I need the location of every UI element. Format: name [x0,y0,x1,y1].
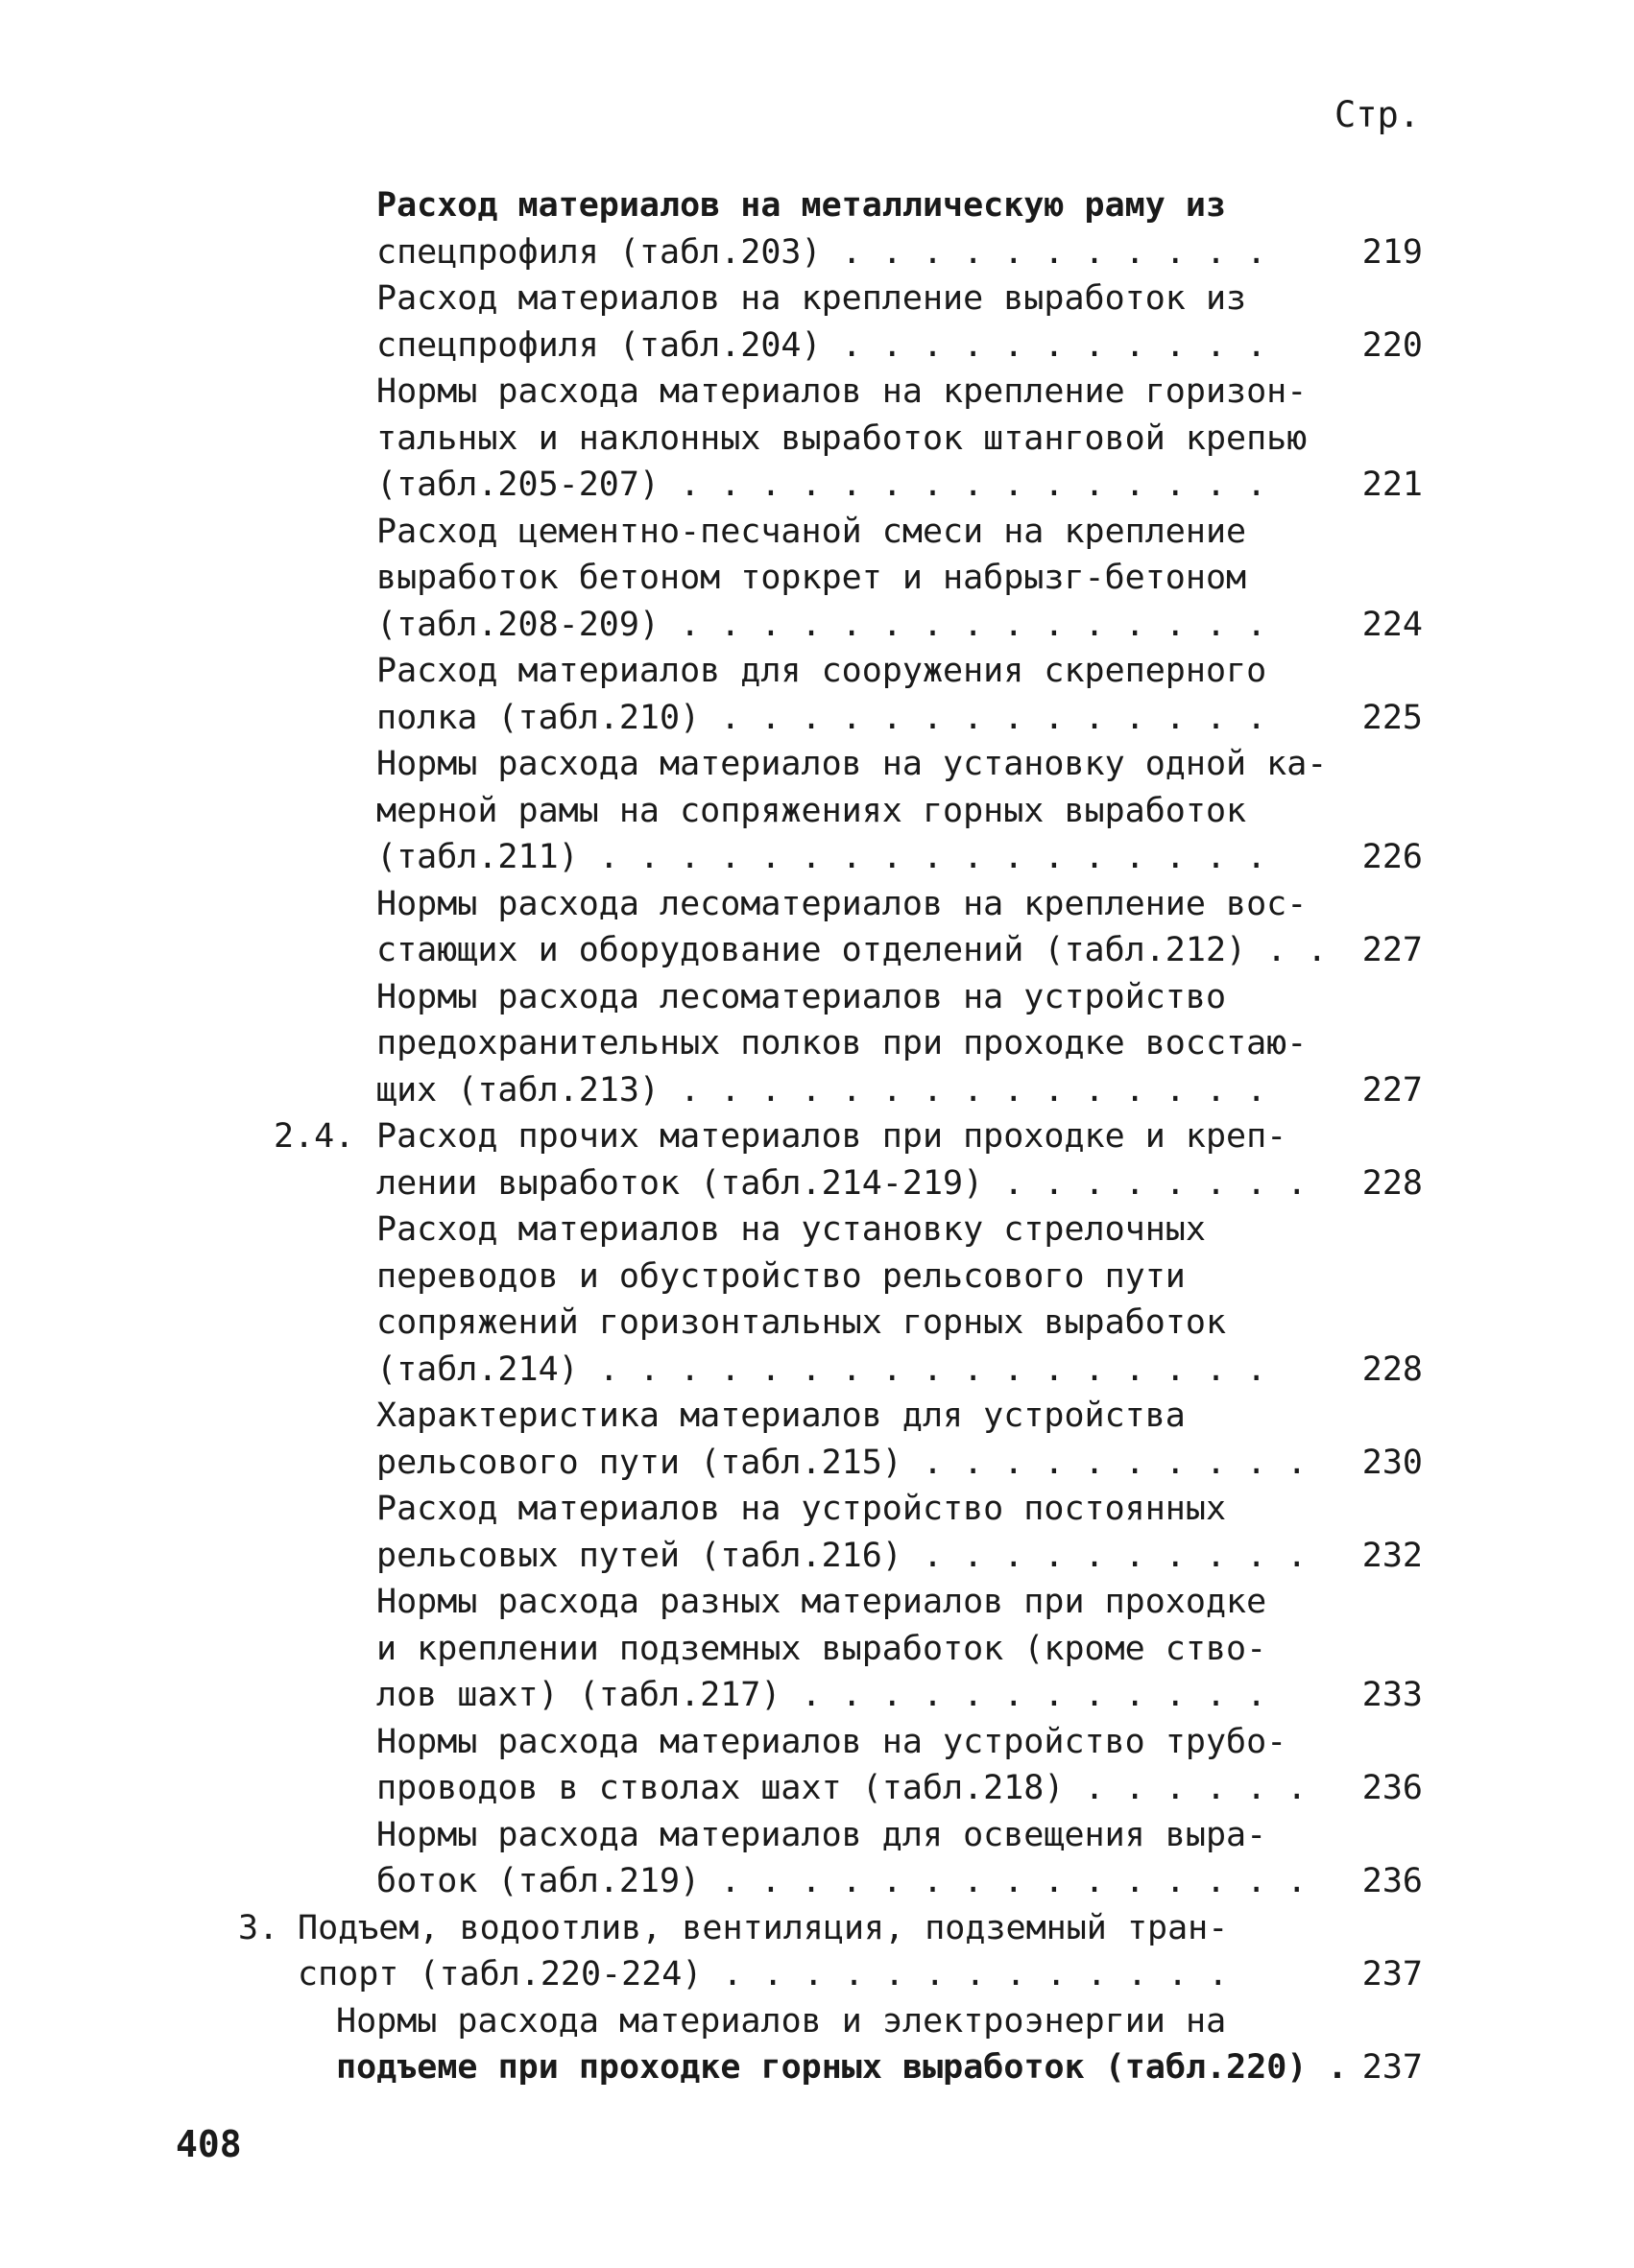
page-column-header: Стр. [1334,94,1421,135]
toc-entry [0,369,1634,509]
toc-entry-page: 228 [1361,1349,1423,1389]
toc-entry-line: Расход материалов на устройство постоянных [376,1490,1227,1528]
toc-entry [0,1998,1634,2091]
toc-entry [0,741,1634,881]
toc-entry-page: 230 [1361,1443,1423,1482]
toc-entry-line: переводов и обустройство рельсового пути [376,1256,1186,1296]
toc-entry [0,1113,1634,1206]
toc-entry-line: спецпрофиля (табл.204) . . . . . . . . . . . [376,325,1267,365]
toc-entry-line: Расход материалов на крепление выработок из [376,279,1247,318]
page-number: 408 [176,2123,242,2165]
toc-entry [0,974,1634,1114]
toc-entry-number: 3. [238,1908,279,1947]
toc-entry-page: 237 [1361,2048,1423,2087]
toc-entry-line: стающих и оборудование отделений (табл.212) . . [376,931,1328,969]
toc-entry-line: Нормы расхода лесоматериалов на устройство [376,977,1227,1016]
toc-entry-line: выработок бетоном торкрет и набрызг-бетоном [376,559,1247,597]
toc-entry-line: спецпрофиля (табл.203) . . . . . . . . . . . [376,232,1267,272]
toc-entry-line: Характеристика материалов для устройства [376,1397,1186,1435]
toc-entry-line: Нормы расхода материалов для освещения выра- [376,1815,1267,1854]
toc-entry-page: 226 [1361,838,1423,876]
toc-entry-line: подъеме при проходке горных выработок (табл.220) . [336,2048,1348,2087]
toc-entry-line: Нормы расхода материалов на крепление горизон- [376,372,1308,411]
toc-entry [0,1486,1634,1579]
toc-entry-page: 220 [1361,325,1423,365]
toc-entry-page: 221 [1361,466,1423,504]
toc-entry [0,648,1634,741]
toc-entry-page: 225 [1361,698,1423,737]
toc-entry-line: Расход материалов на металлическую раму из [376,186,1227,225]
toc-entry [0,1393,1634,1486]
toc-entry-line: спорт (табл.220-224) . . . . . . . . . . . . . [298,1955,1229,1993]
toc-entry-line: предохранительных полков при проходке восстаю- [376,1024,1308,1062]
toc-entry-line: тальных и наклонных выработок штанговой крепью [376,418,1308,458]
toc-entry-line: боток (табл.219) . . . . . . . . . . . . . . . [376,1862,1308,1900]
table-of-contents [0,182,1634,2091]
toc-entry-page: 227 [1361,1070,1423,1110]
toc-entry-line: Расход материалов на установку стрелочных [376,1210,1206,1249]
toc-entry [0,1812,1634,1905]
toc-entry-line: сопряжений горизонтальных горных выработок [376,1303,1227,1342]
toc-entry-page: 227 [1361,931,1423,969]
toc-entry-number: 2.4. [274,1117,355,1156]
toc-entry-line: и креплении подземных выработок (кроме ство- [376,1629,1267,1668]
toc-entry-line: Расход материалов для сооружения скреперного [376,652,1267,690]
toc-entry-line: Нормы расхода материалов и электроэнергии на [336,2001,1227,2041]
toc-entry-line: рельсовых путей (табл.216) . . . . . . . . . . [376,1536,1308,1575]
toc-entry-line: Нормы расхода разных материалов при проходке [376,1583,1267,1621]
toc-entry-line: проводов в стволах шахт (табл.218) . . . . . . [376,1769,1308,1807]
toc-entry-line: полка (табл.210) . . . . . . . . . . . . . . [376,698,1267,737]
toc-entry [0,1206,1634,1393]
toc-entry [0,1719,1634,1812]
toc-entry-line: щих (табл.213) . . . . . . . . . . . . . . . [376,1070,1267,1110]
toc-entry [0,1579,1634,1719]
toc-entry-page: 228 [1361,1163,1423,1203]
toc-entry-line: мерной рамы на сопряжениях горных выработок [376,791,1247,830]
toc-entry-page: 224 [1361,605,1423,644]
toc-entry-page: 237 [1361,1955,1423,1993]
toc-entry [0,881,1634,974]
toc-entry-line: (табл.214) . . . . . . . . . . . . . . . . . [376,1349,1267,1389]
toc-entry-line: Расход прочих материалов при проходке и креп- [376,1117,1287,1156]
toc-entry-page: 219 [1361,232,1423,272]
toc-entry-page: 236 [1361,1862,1423,1900]
toc-entry-page: 233 [1361,1676,1423,1714]
toc-entry-line: Расход цементно-песчаной смеси на крепление [376,512,1247,551]
toc-entry-line: Нормы расхода материалов на устройство трубо- [376,1722,1287,1761]
toc-entry-line: (табл.205-207) . . . . . . . . . . . . . . . [376,466,1267,504]
toc-entry-line: рельсового пути (табл.215) . . . . . . . . . . [376,1443,1308,1482]
toc-entry [0,275,1634,369]
toc-entry-line: (табл.211) . . . . . . . . . . . . . . . . . [376,838,1267,876]
toc-entry-line: лении выработок (табл.214-219) . . . . . . . . [376,1163,1308,1203]
toc-entry [0,182,1634,275]
toc-entry [0,1905,1634,1998]
toc-entry-line: лов шахт) (табл.217) . . . . . . . . . . . . [376,1676,1267,1714]
toc-entry-line: Подъем, водоотлив, вентиляция, подземный тран- [298,1908,1229,1947]
toc-entry-line: (табл.208-209) . . . . . . . . . . . . . . . [376,605,1267,644]
toc-entry-line: Нормы расхода материалов на установку одной ка- [376,745,1328,783]
toc-entry-line: Нормы расхода лесоматериалов на крепление вос- [376,884,1308,923]
toc-entry [0,509,1634,649]
toc-entry-page: 236 [1361,1769,1423,1807]
toc-entry-page: 232 [1361,1536,1423,1575]
